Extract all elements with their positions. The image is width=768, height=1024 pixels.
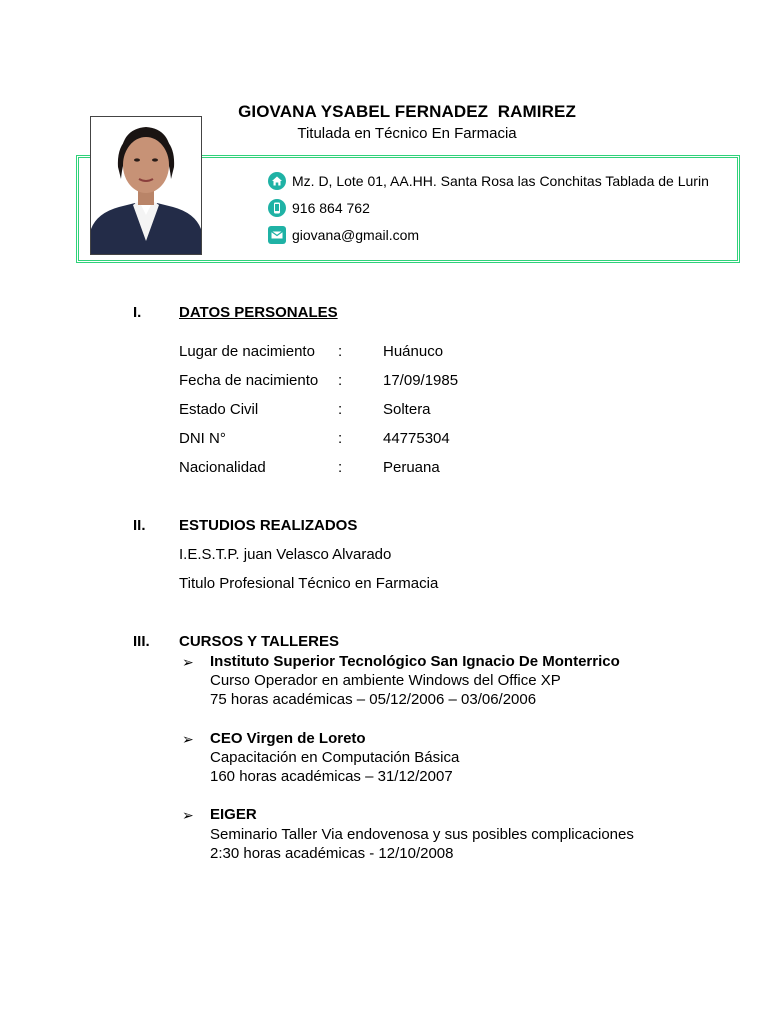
bullet-arrow-icon: ➢	[182, 807, 194, 823]
course-details: 2:30 horas académicas - 12/10/2008	[210, 845, 454, 862]
section-title-courses: CURSOS Y TALLERES	[179, 633, 340, 650]
contact-address-row	[268, 170, 709, 192]
home-icon	[268, 172, 286, 190]
section-title-personal: DATOS PERSONALES	[179, 304, 338, 321]
contact-phone: 916 864 762	[292, 200, 370, 216]
field-separator: :	[338, 372, 343, 389]
field-separator: :	[338, 430, 343, 447]
field-separator: :	[338, 343, 343, 360]
course-institution: Instituto Superior Tecnológico San Ignacio De Monterrico	[210, 653, 620, 670]
contact-email-row	[268, 224, 419, 246]
course-details: 160 horas académicas – 31/12/2007	[210, 768, 453, 785]
section-title-studies: ESTUDIOS REALIZADOS	[179, 517, 358, 534]
study-line: I.E.S.T.P. juan Velasco Alvarado	[179, 546, 392, 563]
contact-phone-row	[268, 197, 370, 219]
field-separator: :	[338, 459, 343, 476]
field-label: Fecha de nacimiento	[179, 372, 319, 389]
field-value: Huánuco	[383, 343, 444, 360]
phone-icon	[268, 199, 286, 217]
field-value: 17/09/1985	[383, 372, 459, 389]
course-name: Curso Operador en ambiente Windows del Office XP	[210, 672, 561, 689]
field-label: DNI N°	[179, 430, 226, 447]
course-institution: CEO Virgen de Loreto	[210, 730, 366, 747]
section-number-courses: III.	[133, 633, 150, 650]
course-institution: EIGER	[210, 806, 257, 823]
profile-photo	[90, 116, 202, 255]
bullet-arrow-icon: ➢	[182, 654, 194, 670]
course-name: Seminario Taller Via endovenosa y sus posibles complicaciones	[210, 826, 634, 843]
bullet-arrow-icon: ➢	[182, 731, 194, 747]
contact-email: giovana@gmail.com	[292, 227, 420, 243]
course-details: 75 horas académicas – 05/12/2006 – 03/06/2006	[210, 691, 537, 708]
section-number-personal: I.	[133, 304, 142, 321]
field-label: Lugar de nacimiento	[179, 343, 315, 360]
study-line: Titulo Profesional Técnico en Farmacia	[179, 575, 439, 592]
field-separator: :	[338, 401, 343, 418]
contact-address: Mz. D, Lote 01, AA.HH. Santa Rosa las Conchitas Tablada de Lurin	[292, 173, 709, 189]
field-value: Peruana	[383, 459, 440, 476]
envelope-icon	[268, 226, 286, 244]
field-label: Nacionalidad	[179, 459, 266, 476]
applicant-name: GIOVANA YSABEL FERNADEZ RAMIREZ	[238, 102, 576, 121]
field-value: 44775304	[383, 430, 450, 447]
section-number-studies: II.	[133, 517, 146, 534]
field-value: Soltera	[383, 401, 431, 418]
course-name: Capacitación en Computación Básica	[210, 749, 460, 766]
applicant-title: Titulada en Técnico En Farmacia	[297, 125, 517, 142]
field-label: Estado Civil	[179, 401, 259, 418]
